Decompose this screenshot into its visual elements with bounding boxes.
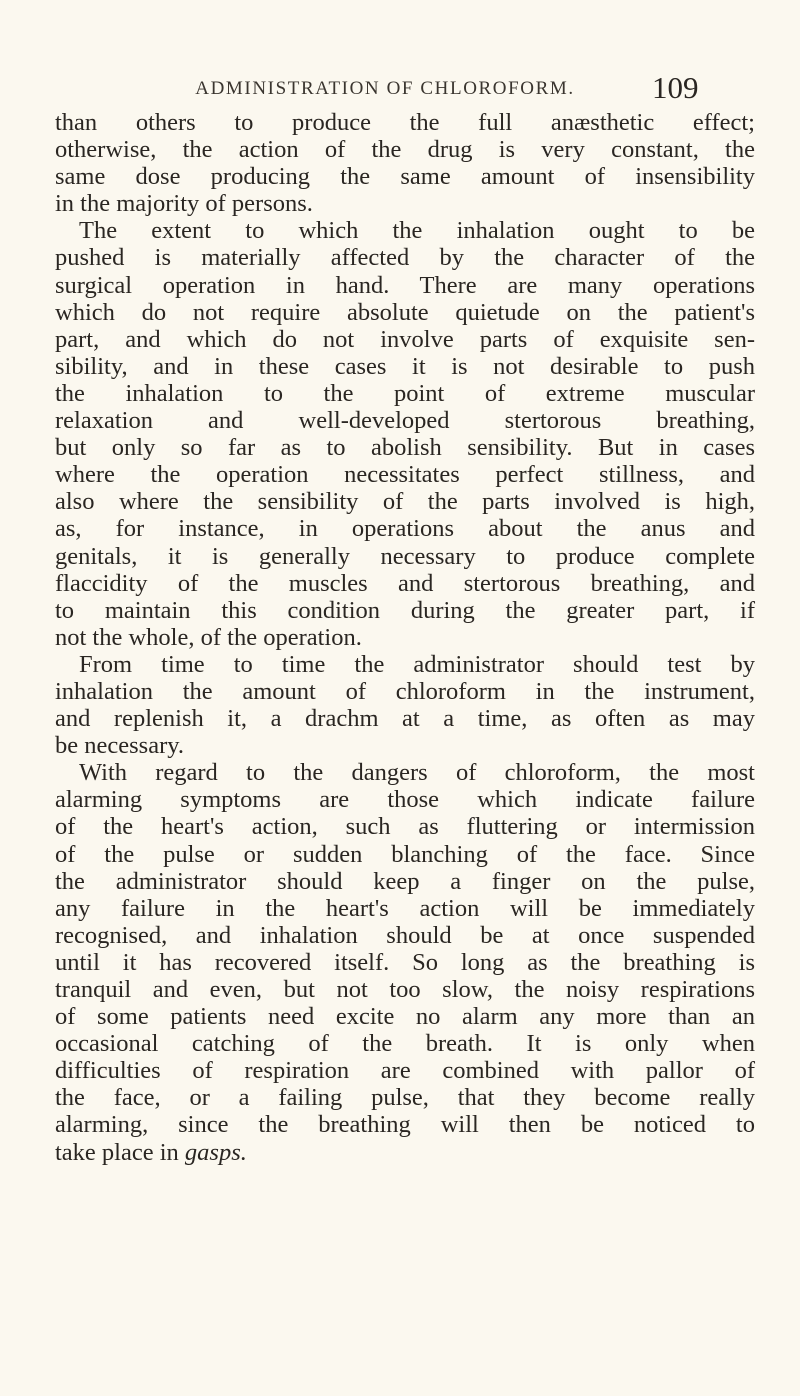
text-line: also where the sensibility of the parts involved is high, [55, 488, 755, 516]
text-line: of some patients need excite no alarm any more than an [55, 1003, 755, 1031]
text-line: and replenish it, a drachm at a time, as often as may [55, 705, 755, 733]
text-line: The extent to which the inhalation ought to be [79, 217, 755, 245]
text-line: With regard to the dangers of chloroform, the most [79, 759, 755, 787]
text-line: the administrator should keep a finger on the pulse, [55, 867, 755, 895]
text-line: the face, or a failing pulse, that they become really [55, 1084, 755, 1112]
text-line: inhalation the amount of chloroform in the instrument, [55, 677, 755, 705]
text-line: of the heart's action, such as fluttering or intermission [55, 813, 755, 841]
text-line: sibility, and in these cases it is not desirable to push [55, 352, 755, 380]
text-line: alarming, since the breathing will then be noticed to [55, 1111, 755, 1139]
text-line: difficulties of respiration are combined with pallor of [55, 1057, 755, 1085]
text-line: than others to produce the full anæsthetic effect; [55, 109, 755, 136]
text-line: occasional catching of the breath. It is only when [55, 1030, 755, 1058]
page-number: 109 [652, 70, 699, 105]
text-line: which do not require absolute quietude on the patient's [55, 298, 755, 326]
text-line: until it has recovered itself. So long as the breathing is [55, 948, 755, 976]
text-line: relaxation and well-developed stertorous breathing, [55, 407, 755, 435]
text-line: otherwise, the action of the drug is very constant, the [55, 136, 755, 164]
text-line: any failure in the heart's action will be immediately [55, 894, 755, 922]
text-segment: take place in [55, 1138, 179, 1166]
text-line: to maintain this condition during the greater part, if [55, 596, 755, 624]
text-line: not the whole, of the operation. [55, 623, 362, 651]
text-line: flaccidity of the muscles and stertorous breathing, and [55, 569, 755, 597]
text-line: same dose producing the same amount of insensibility [55, 163, 755, 191]
text-line: tranquil and even, but not too slow, the noisy respirations [55, 976, 755, 1003]
text-line: where the operation necessitates perfect stillness, and [55, 461, 755, 489]
text-line: of the pulse or sudden blanching of the face. Since [55, 840, 755, 868]
text-line: but only so far as to abolish sensibility. But in cases [55, 434, 755, 462]
text-line: the inhalation to the point of extreme muscular [55, 379, 755, 407]
text-line: be necessary. [55, 732, 185, 760]
text-line: recognised, and inhalation should be at once suspended [55, 921, 755, 949]
text-line: as, for instance, in operations about the anus and [55, 515, 755, 543]
text-line: alarming symptoms are those which indicate failure [55, 786, 755, 814]
text-line: part, and which do not involve parts of exquisite sen- [55, 325, 755, 353]
text-line: genitals, it is generally necessary to produce complete [55, 542, 755, 570]
running-head: ADMINISTRATION OF CHLOROFORM. [195, 78, 575, 99]
body-text [55, 109, 755, 1166]
text-line: pushed is materially affected by the character of the [55, 244, 755, 272]
text-line: From time to time the administrator should test by [79, 650, 755, 678]
text-line: surgical operation in hand. There are many operations [55, 271, 755, 299]
text-line: in the majority of persons. [55, 190, 313, 218]
text-line-final [55, 1139, 755, 1166]
italic-word: gasps. [184, 1138, 247, 1166]
